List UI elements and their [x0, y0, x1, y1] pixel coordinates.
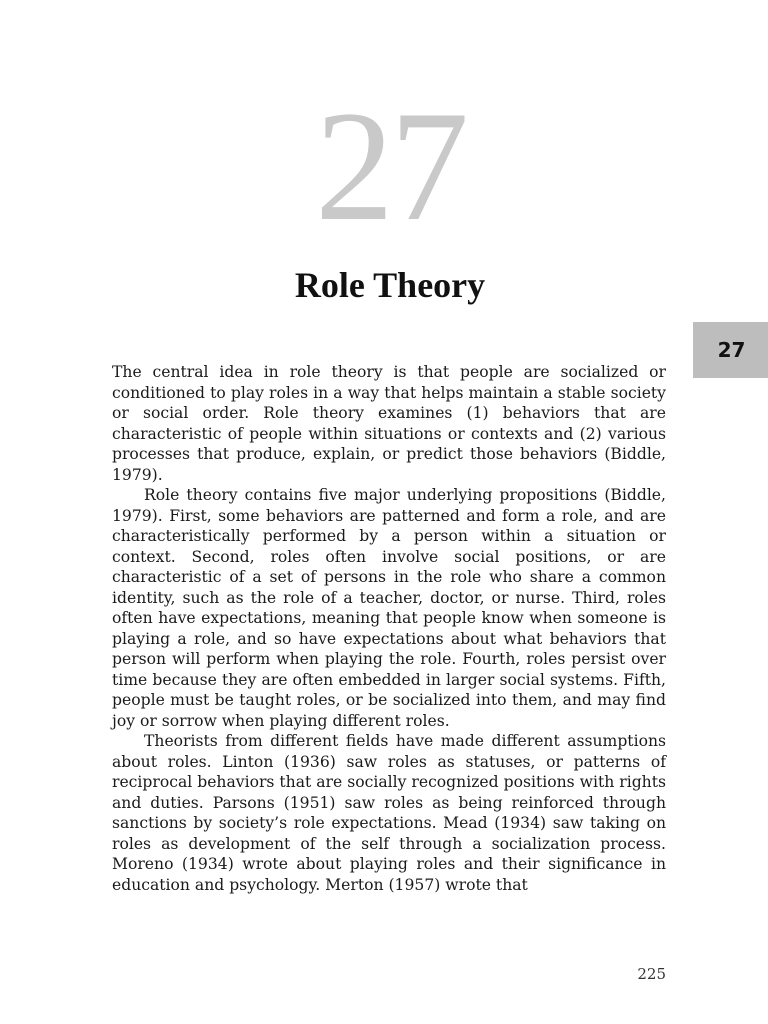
page-number: 225	[637, 965, 666, 983]
body-text	[112, 362, 666, 895]
chapter-number: 27	[315, 79, 465, 254]
paragraph-2: Role theory contains five major underlying propositions (Biddle, 1979). First, some behaviors are patterned and form a role, and are characteristically performed by a person within a situation or context. Second, roles often involve social positions, or are characteristic of a set of persons in the role who share a common identity, such as the role of a teacher, doctor, or nurse. Third, roles often have expectations, meaning that people know when someone is playing a role, and so have expectations about what behaviors that person will perform when playing the role. Fourth, roles persist over time because they are often embedded in larger social systems. Fifth, people must be taught roles, or be socialized into them, and may find joy or sorrow when playing different roles.	[112, 486, 666, 730]
chapter-title: Role Theory	[294, 265, 486, 305]
paragraph-3: Theorists from different fields have made different assumptions about roles. Linton (1936) saw roles as statuses, or patterns of reciprocal behaviors that are socially recognized positions with rights and duties. Parsons (1951) saw roles as being reinforced through sanctions by society’s role expectations. Mead (1934) saw taking on roles as development of the self through a socialization process. Moreno (1934) wrote about playing roles and their significance in education and psychology. Merton (1957) wrote that	[112, 732, 666, 894]
paragraph-1: The central idea in role theory is that people are socialized or conditioned to play roles in a way that helps maintain a stable society or social order. Role theory examines (1) behaviors that are characteristic of people within situations or contexts and (2) various processes that produce, explain, or predict those behaviors (Biddle, 1979).	[112, 363, 666, 484]
thumb-tab-label: 27	[717, 338, 746, 362]
chapter-thumb-tab	[693, 322, 768, 378]
